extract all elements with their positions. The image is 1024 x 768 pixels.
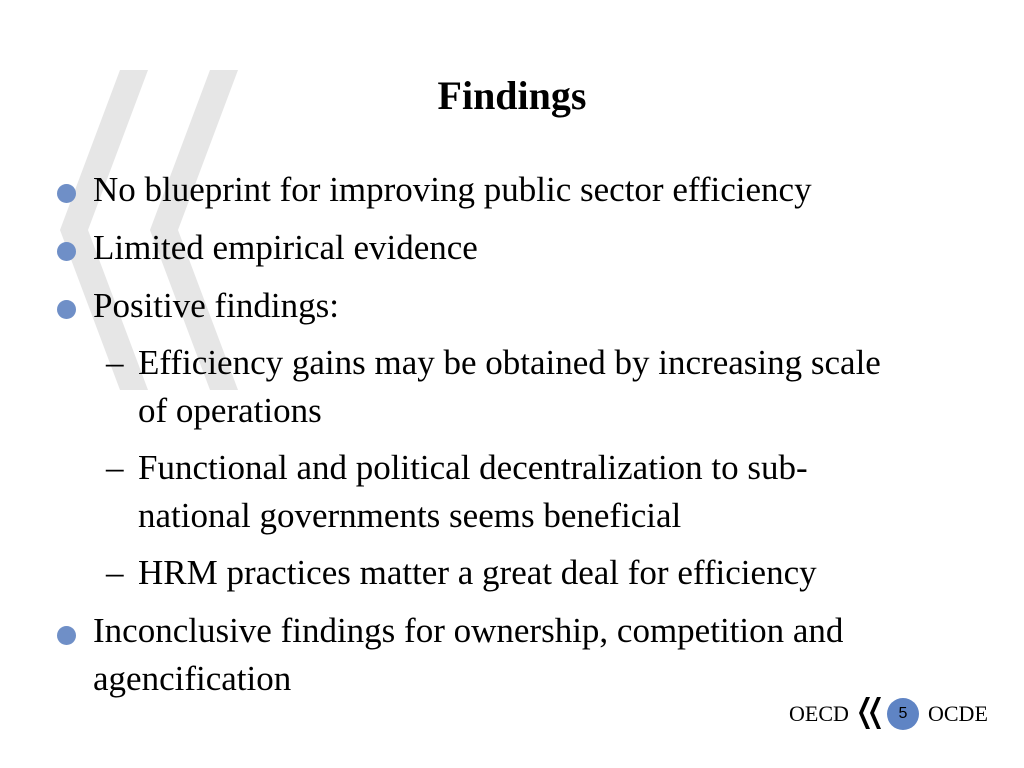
footer-oecd-label: OECD	[789, 701, 849, 726]
bullet-dot-icon	[57, 300, 76, 319]
page-number: 5	[887, 698, 919, 730]
sub-bullet-dash: –	[106, 553, 124, 592]
footer-ocde-label: OCDE	[928, 701, 988, 726]
sub-bullet-item: HRM practices matter a great deal for efficiency	[138, 553, 817, 592]
bullet-item: Positive findings:	[93, 286, 339, 325]
oecd-logo-icon	[857, 696, 887, 730]
bullet-item: Inconclusive findings for ownership, competition and agencification	[93, 611, 844, 698]
sub-bullet-item: Efficiency gains may be obtained by increasing scale of operations	[138, 343, 881, 430]
bullet-dot-icon	[57, 626, 76, 645]
sub-bullet-dash: –	[106, 448, 124, 487]
bullet-dot-icon	[57, 184, 76, 203]
sub-bullet-item: Functional and political decentralization to sub-national governments seems beneficial	[138, 448, 808, 535]
bullet-dot-icon	[57, 242, 76, 261]
bullet-item: Limited empirical evidence	[93, 228, 478, 267]
sub-bullet-dash: –	[106, 343, 124, 382]
slide-title: Findings	[437, 73, 587, 118]
bullet-item: No blueprint for improving public sector efficiency	[93, 170, 812, 209]
